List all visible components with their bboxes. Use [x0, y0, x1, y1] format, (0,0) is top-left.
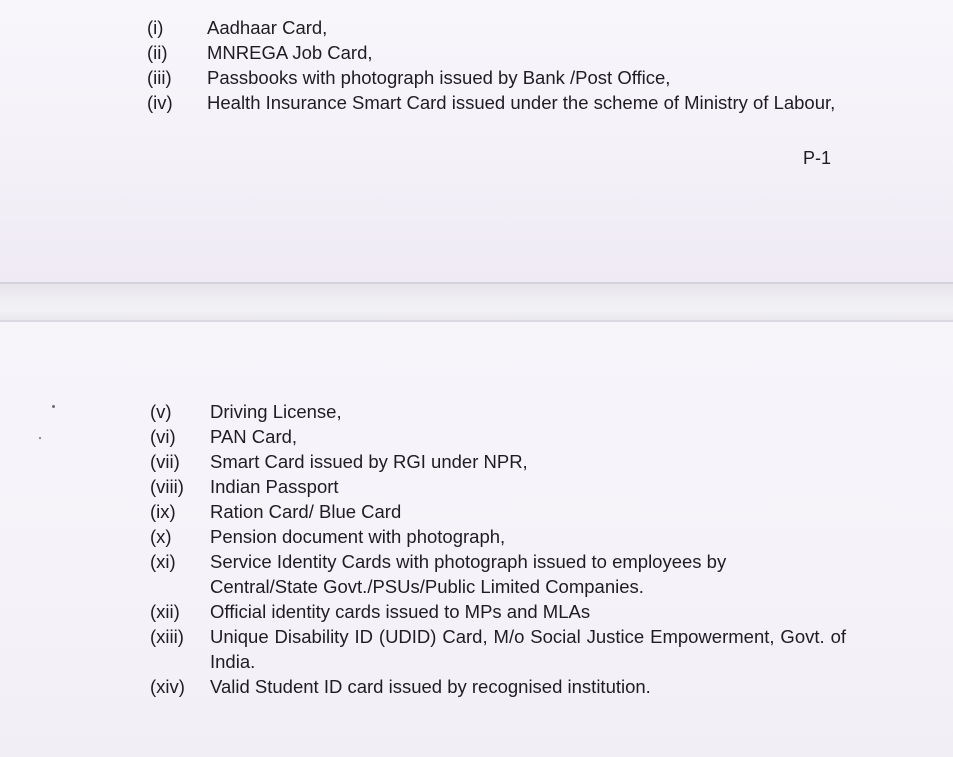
- list-item: [147, 65, 847, 90]
- item-text: Aadhaar Card,: [207, 17, 328, 38]
- list-item: [150, 399, 850, 424]
- list-item: [150, 424, 850, 449]
- item-text: Passbooks with photograph issued by Bank /Post Office,: [207, 67, 671, 88]
- item-number: (xii): [150, 601, 180, 622]
- page-number-label: P-1: [803, 148, 832, 168]
- id-document-list-page-2: [150, 399, 850, 699]
- list-item: [150, 499, 850, 524]
- list-item: [150, 474, 850, 499]
- item-text: Official identity cards issued to MPs and MLAs: [210, 601, 591, 622]
- list-item: [150, 674, 850, 699]
- item-number: (xiv): [150, 676, 185, 697]
- item-number: (v): [150, 401, 172, 422]
- id-document-list-page-1: [147, 15, 847, 115]
- item-number: (xiii): [150, 626, 184, 647]
- item-text: Valid Student ID card issued by recognised institution.: [210, 676, 651, 697]
- list-item: [150, 624, 850, 674]
- scan-speck: [52, 405, 55, 408]
- item-text: Driving License,: [210, 401, 342, 422]
- item-text: MNREGA Job Card,: [207, 42, 373, 63]
- list-item: [150, 599, 850, 624]
- item-number: (vi): [150, 426, 176, 447]
- item-number: (x): [150, 526, 172, 547]
- item-number: (xi): [150, 551, 176, 572]
- list-item: [150, 524, 850, 549]
- list-item: [147, 15, 847, 40]
- list-item: [147, 40, 847, 65]
- page-separator: [0, 282, 953, 322]
- item-text: PAN Card,: [210, 426, 298, 447]
- item-text: Service Identity Cards with photograph issued to employees by Central/State Govt./PSUs/Public Limited Companies.: [210, 551, 727, 597]
- item-text: Smart Card issued by RGI under NPR,: [210, 451, 528, 472]
- item-number: (ix): [150, 501, 176, 522]
- item-text: Ration Card/ Blue Card: [210, 501, 402, 522]
- page-edge-top: [0, 282, 953, 284]
- item-number: (ii): [147, 42, 168, 63]
- item-number: (iii): [147, 67, 172, 88]
- document-page-1: [0, 0, 953, 282]
- item-number: (iv): [147, 92, 173, 113]
- item-text: Unique Disability ID (UDID) Card, M/o Social Justice Empowerment, Govt. of India.: [210, 626, 846, 672]
- item-text: Indian Passport: [210, 476, 339, 497]
- item-text: Health Insurance Smart Card issued under the scheme of Ministry of Labour,: [207, 92, 836, 113]
- item-text: Pension document with photograph,: [210, 526, 506, 547]
- list-item: [150, 449, 850, 474]
- item-number: (vii): [150, 451, 180, 472]
- scan-speck: [39, 437, 41, 439]
- item-number: (i): [147, 17, 164, 38]
- item-number: (viii): [150, 476, 184, 497]
- list-item: [147, 90, 847, 115]
- list-item: [150, 549, 850, 599]
